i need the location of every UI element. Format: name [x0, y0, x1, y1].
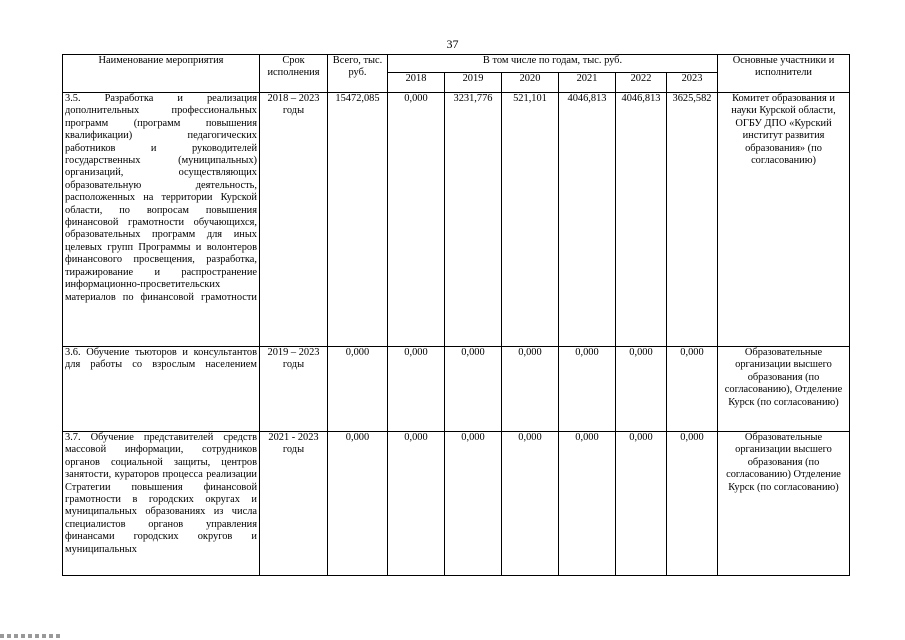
year-value: 0,000	[616, 432, 667, 576]
page-number: 37	[446, 37, 459, 51]
header-year: 2022	[616, 73, 667, 93]
year-value: 0,000	[445, 347, 502, 432]
activity-term: 2021 - 2023 годы	[260, 432, 328, 576]
activity-total: 0,000	[328, 432, 388, 576]
year-value: 0,000	[388, 93, 445, 347]
activity-name: 3.6. Обучение тьюторов и консультантов для работы со взрослым населением	[63, 347, 260, 432]
year-value: 0,000	[616, 347, 667, 432]
year-value: 3625,582	[667, 93, 718, 347]
header-year: 2021	[559, 73, 616, 93]
year-value: 4046,813	[559, 93, 616, 347]
year-value: 0,000	[502, 432, 559, 576]
year-value: 0,000	[445, 432, 502, 576]
year-value: 0,000	[667, 347, 718, 432]
year-value: 0,000	[559, 347, 616, 432]
activity-name: 3.7. Обучение представителей средств массовой информации, сотрудников органов социальной защиты, центров занятости, кураторов процесса реализации Стратегии повышения финансовой грамотности в городских округах и муниципальных образованиях из числа специалистов органов управления финансами городских округов и муниципальных	[63, 432, 260, 576]
header-term: Срок исполнения	[260, 55, 328, 93]
table-row	[63, 432, 850, 576]
table-row	[63, 347, 850, 432]
year-value: 0,000	[502, 347, 559, 432]
header-by-year: В том числе по годам, тыс. руб.	[388, 55, 718, 73]
activity-name: 3.5. Разработка и реализация дополнительных профессиональных программ (программ повышения квалификации) педагогических работников и руководителей государственных (муниципальных) организаций, осуществляющих образовательную деятельность, расположенных на территории Курской области, по вопросам повышения финансовой грамотности обучающихся, образовательных программ для иных целевых групп Программы и волонтеров финансового просвещения, разработка, тиражирование и распространение информационно-просветительских материалов по финансовой грамотности	[63, 93, 260, 347]
activity-participants: Комитет образования и науки Курской области, ОГБУ ДПО «Курский институт развития образования» (по согласованию)	[718, 93, 850, 347]
header-year: 2020	[502, 73, 559, 93]
year-value: 0,000	[559, 432, 616, 576]
header-year: 2018	[388, 73, 445, 93]
activity-term: 2018 – 2023 годы	[260, 93, 328, 347]
activity-participants: Образовательные организации высшего образования (по согласованию), Отделение Курск (по согласованию)	[718, 347, 850, 432]
activity-total: 15472,085	[328, 93, 388, 347]
year-value: 0,000	[388, 347, 445, 432]
header-year: 2023	[667, 73, 718, 93]
year-value: 521,101	[502, 93, 559, 347]
header-name: Наименование мероприятия	[63, 55, 260, 93]
scan-artifact	[0, 634, 60, 638]
header-year: 2019	[445, 73, 502, 93]
activity-participants: Образовательные организации высшего образования (по согласованию) Отделение Курск (по согласованию)	[718, 432, 850, 576]
year-value: 0,000	[667, 432, 718, 576]
header-participants: Основные участники и исполнители	[718, 55, 850, 93]
activity-term: 2019 – 2023 годы	[260, 347, 328, 432]
table-header-row	[63, 55, 850, 73]
year-value: 0,000	[388, 432, 445, 576]
activity-total: 0,000	[328, 347, 388, 432]
table-row	[63, 93, 850, 347]
year-value: 3231,776	[445, 93, 502, 347]
budget-table	[62, 54, 850, 576]
year-value: 4046,813	[616, 93, 667, 347]
header-total: Всего, тыс. руб.	[328, 55, 388, 93]
